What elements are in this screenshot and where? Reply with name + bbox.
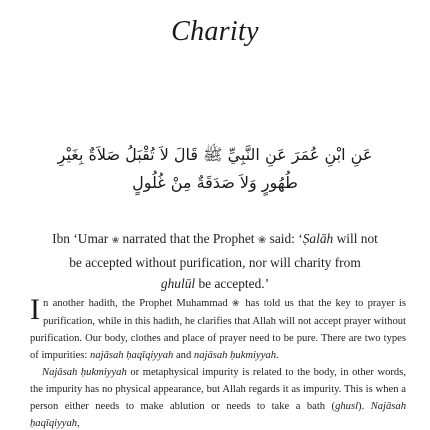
term-salah: Ṣalāh (302, 231, 334, 246)
translation-text: narrated that the Prophet (119, 231, 258, 246)
term-najasah-haqiqiyyah: najāsah ḥaqīqiyyah (90, 350, 174, 361)
paragraph-text: n another hadith, the Prophet Muhammad (43, 298, 232, 309)
term-ghulul: ghulūl (160, 276, 196, 291)
hadith-arabic-text: عَنِ ابْنِ عُمَرَ عَنِ النَّبِيِّ ﷺ قَالَ لاَ تُقْبَلُ صَلاَةٌ بِغَيْرِ طُهُورٍ وَلاَ صَدَقَةٌ مِنْ غُلُولٍ (57, 145, 373, 192)
translation-text: will not be accepted without purification, nor will charity from (69, 231, 378, 270)
term-ghusl: ghusl (335, 401, 359, 412)
body-text (30, 295, 406, 430)
paragraph-1 (30, 295, 406, 364)
paragraph-text: has told us that the key to prayer is purification, while in this hadith, he clarifies that Allah will not accept prayer without purification. Our body, clothes and place of prayer need to be pure. There are two types of impurities: (30, 298, 406, 361)
paragraph-text: or metaphysical impurity is related to the body, in other words, the impurity has no physical appearance, but Allah regards it as impurity. This is when a person either needs to make ablution or needs to take a bath ( (30, 367, 406, 412)
paragraph-text: . (276, 350, 279, 361)
translation-text: be accepted.’ (195, 276, 270, 291)
chapter-title: Charity (171, 16, 259, 47)
paragraph-2 (30, 364, 406, 430)
term-najasah-haqiqiyyah: Najāsah ḥaqīqiyyah (30, 401, 407, 429)
term-najasah-hukmiyyah: Najāsah ḥukmiyyah (42, 367, 127, 378)
paragraph-text: ). (358, 401, 371, 412)
translation-text: Ibn ‘Umar (52, 231, 112, 246)
salawat-honorific-icon: ❀ (231, 299, 242, 309)
paragraph-text: and (173, 350, 194, 361)
term-najasah-hukmiyyah: najāsah ḥukmiyyah (193, 350, 276, 361)
salawat-honorific-icon: ❀ (257, 235, 267, 246)
paragraph-text: , (77, 418, 80, 429)
radiallahu-honorific-icon: ❀ (111, 236, 120, 246)
hadith-translation (52, 228, 378, 294)
translation-text: said: ‘ (266, 231, 303, 246)
drop-cap: I (30, 293, 40, 326)
